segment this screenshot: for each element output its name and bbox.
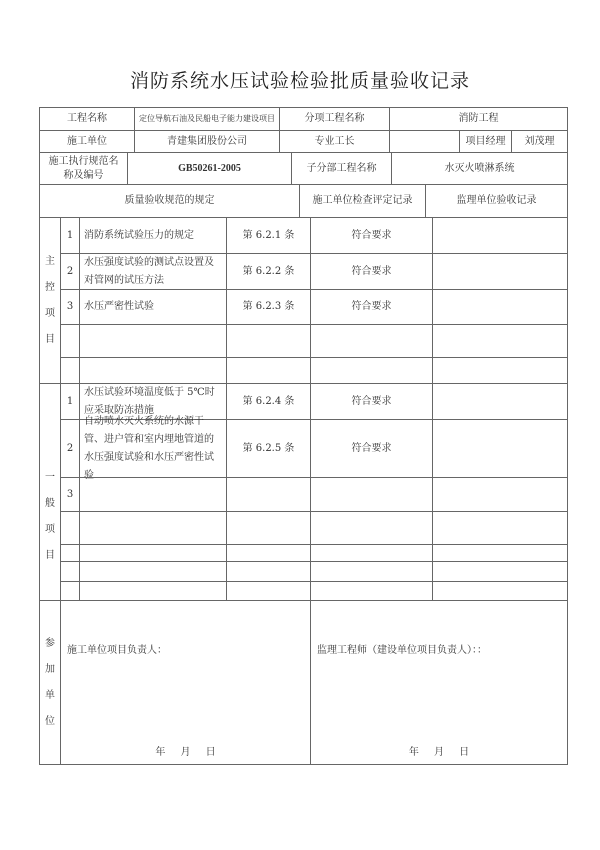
foreman-label: 专业工长 xyxy=(279,130,390,153)
general-row-2-supervisor xyxy=(432,419,568,478)
supervisor-signature-cell[interactable] xyxy=(310,600,568,765)
contractor-signature-cell[interactable] xyxy=(60,600,311,765)
empty-cell xyxy=(310,561,433,582)
empty-cell xyxy=(60,544,80,562)
general-row-2-desc: 自动喷水灭火系统的水源干管、进户管和室内埋地管道的水压强度试验和水压严密性试验 xyxy=(79,419,227,478)
standard-label: 施工执行规范名称及编号 xyxy=(39,152,128,185)
empty-cell xyxy=(79,511,227,545)
main-row-2-clause: 第 6.2.2 条 xyxy=(226,253,311,290)
sub-project-value: 消防工程 xyxy=(389,107,568,131)
empty-cell xyxy=(79,581,227,601)
empty-cell xyxy=(60,357,80,384)
general-row-3-clause xyxy=(226,477,311,512)
general-row-1-desc: 水压试验环境温度低于 5℃时应采取防冻措施 xyxy=(79,383,227,420)
main-row-3-supervisor xyxy=(432,289,568,325)
foreman-value xyxy=(389,130,460,153)
pm-label: 项目经理 xyxy=(459,130,512,153)
sub-division-value: 水灭火喷淋系统 xyxy=(391,152,568,185)
empty-cell xyxy=(432,324,568,358)
empty-cell xyxy=(226,561,311,582)
general-row-3-supervisor xyxy=(432,477,568,512)
empty-cell xyxy=(79,544,227,562)
project-name-value: 定位导航石油及民船电子能力建设项目 xyxy=(134,107,280,131)
general-row-1-clause: 第 6.2.4 条 xyxy=(226,383,311,420)
empty-cell xyxy=(310,324,433,358)
participants-label xyxy=(39,600,61,765)
empty-cell xyxy=(60,324,80,358)
sub-project-label: 分项工程名称 xyxy=(279,107,390,131)
empty-cell xyxy=(226,357,311,384)
empty-cell xyxy=(226,544,311,562)
label-char: 般 xyxy=(45,498,55,509)
general-row-3-desc xyxy=(79,477,227,512)
label-char: 主 xyxy=(45,255,55,267)
empty-cell xyxy=(432,357,568,384)
main-items-label xyxy=(39,217,61,384)
contractor-value: 青建集团股份公司 xyxy=(134,130,280,153)
label-char: 控 xyxy=(45,281,55,293)
general-row-1-supervisor xyxy=(432,383,568,420)
general-row-3-no: 3 xyxy=(60,477,80,512)
empty-cell xyxy=(310,544,433,562)
empty-cell xyxy=(432,561,568,582)
empty-cell xyxy=(226,581,311,601)
main-row-2-result: 符合要求 xyxy=(310,253,433,290)
general-row-1-no: 1 xyxy=(60,383,80,420)
main-row-1-no: 1 xyxy=(60,217,80,254)
main-row-1-supervisor xyxy=(432,217,568,254)
empty-cell xyxy=(226,511,311,545)
col-spec-header: 质量验收规范的规定 xyxy=(39,184,300,218)
label-char: 参 xyxy=(45,637,55,649)
label-char: 目 xyxy=(45,550,55,561)
label-char: 位 xyxy=(45,715,55,727)
contractor-sign-label: 施工单位项目负责人： xyxy=(67,645,167,656)
general-row-2-clause: 第 6.2.5 条 xyxy=(226,419,311,478)
main-row-3-desc: 水压严密性试验 xyxy=(79,289,227,325)
main-row-2-no: 2 xyxy=(60,253,80,290)
empty-cell xyxy=(60,511,80,545)
general-row-1-result: 符合要求 xyxy=(310,383,433,420)
empty-cell xyxy=(60,581,80,601)
main-row-3-clause: 第 6.2.3 条 xyxy=(226,289,311,325)
empty-cell xyxy=(310,357,433,384)
empty-cell xyxy=(60,561,80,582)
main-row-1-clause: 第 6.2.1 条 xyxy=(226,217,311,254)
empty-cell xyxy=(310,581,433,601)
supervisor-sign-label: 监理工程师（建设单位项目负责人）：： xyxy=(317,645,487,656)
empty-cell xyxy=(79,324,227,358)
empty-cell xyxy=(432,581,568,601)
contractor-sign-date: 年 月 日 xyxy=(155,747,216,758)
general-row-3-result xyxy=(310,477,433,512)
empty-cell xyxy=(432,511,568,545)
label-char: 一 xyxy=(45,472,55,483)
contractor-label: 施工单位 xyxy=(39,130,135,153)
main-row-1-desc: 消防系统试验压力的规定 xyxy=(79,217,227,254)
label-char: 项 xyxy=(45,307,55,319)
empty-cell xyxy=(79,561,227,582)
col-contractor-check-header: 施工单位检查评定记录 xyxy=(299,184,426,218)
empty-cell xyxy=(79,357,227,384)
label-char: 单 xyxy=(45,689,55,701)
main-row-3-result: 符合要求 xyxy=(310,289,433,325)
label-char: 目 xyxy=(45,333,55,345)
col-supervisor-check-header: 监理单位验收记录 xyxy=(425,184,568,218)
supervisor-sign-date: 年 月 日 xyxy=(408,747,470,758)
sub-division-label: 子分部工程名称 xyxy=(291,152,392,185)
main-row-2-supervisor xyxy=(432,253,568,290)
label-char: 项 xyxy=(45,524,55,535)
pm-value: 刘茂理 xyxy=(511,130,568,153)
empty-cell xyxy=(310,511,433,545)
page-title: 消防系统水压试验检验批质量验收记录 xyxy=(129,70,470,92)
main-row-3-no: 3 xyxy=(60,289,80,325)
main-row-2-desc: 水压强度试验的测试点设置及对管网的试压方法 xyxy=(79,253,227,290)
general-row-2-result: 符合要求 xyxy=(310,419,433,478)
general-row-2-no: 2 xyxy=(60,419,80,478)
empty-cell xyxy=(226,324,311,358)
project-name-label: 工程名称 xyxy=(39,107,135,131)
label-char: 加 xyxy=(45,663,55,675)
main-row-1-result: 符合要求 xyxy=(310,217,433,254)
standard-value: GB50261-2005 xyxy=(127,152,292,185)
general-items-label xyxy=(39,383,61,601)
empty-cell xyxy=(432,544,568,562)
